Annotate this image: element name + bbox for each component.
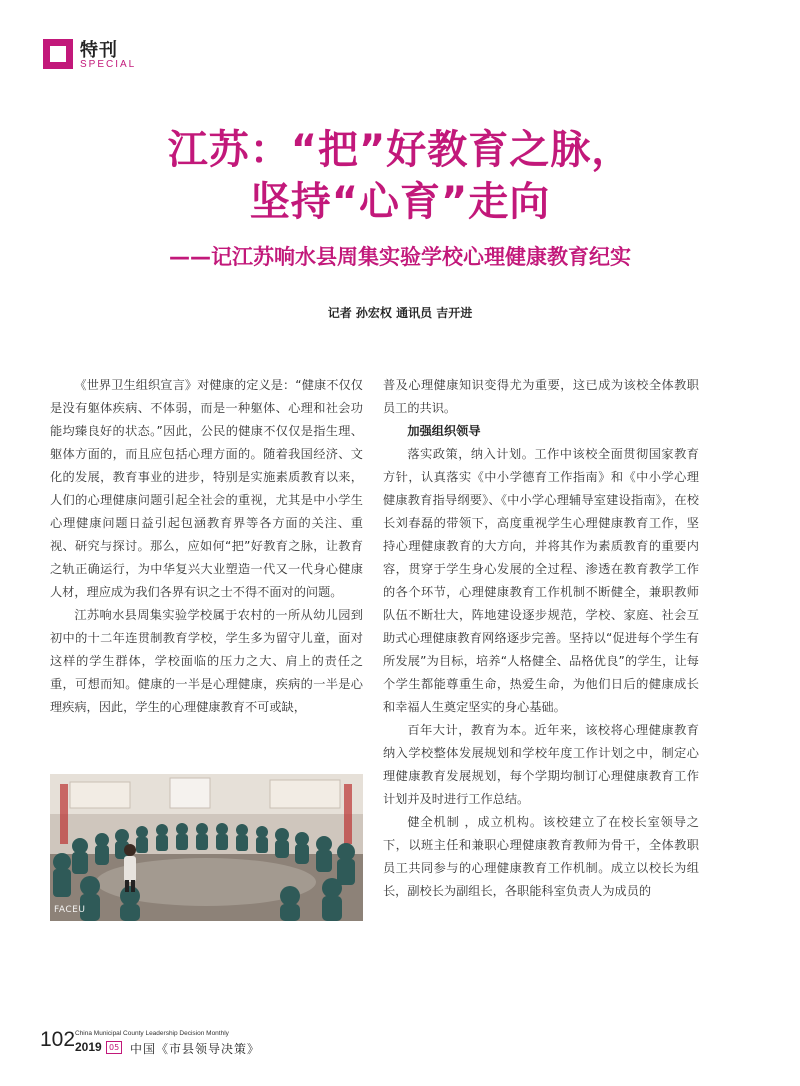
left-column <box>50 374 363 719</box>
classroom-photo <box>50 774 363 921</box>
paragraph: 《世界卫生组织宣言》对健康的定义是：“健康不仅仅是没有躯体疾病、不体弱，而是一种躯体、心理和社会功能均臻良好的状态。”因此，公民的健康不仅仅是指生理、躯体方面的，而且应包括心理方面的。随着我国经济、文化的发展，教育事业的进步，特别是实施素质教育以来，人们的心理健康问题引起全社会的重视，尤其是中小学生心理健康问题日益引起包涵教育界等各方面的关注、重视、研究与探讨。那么，应如何“把”好教育之脉，让教育之轨正确运行，为中华复兴大业塑造一代又一代身心健康人材，理应成为我们各界有识之士不得不面对的问题。 <box>50 378 363 599</box>
issue-number: 05 <box>106 1041 122 1054</box>
page-number: 102 <box>40 1028 76 1051</box>
photo-watermark: FACEU <box>54 905 86 915</box>
section-heading: 加强组织领导 <box>407 424 481 438</box>
article-title-line-2: 坚持“心育”走向 <box>249 179 551 225</box>
paragraph: 百年大计，教育为本。近年来，该校将心理健康教育纳入学校整体发展规划和学校年度工作计划之中，制定心理健康教育发展规划，每个学期均制订心理健康教育工作计划并及时进行工作总结。 <box>383 723 699 806</box>
magazine-name-cn: 中国《市县领导决策》 <box>130 1042 261 1056</box>
paragraph: 落实政策，纳入计划。工作中该校全面贯彻国家教育方针，认真落实《中小学德育工作指南》和《中小学心理健康教育指导纲要》、《中小学心理辅导室建设指南》，在校长刘春磊的带领下，高度重视学生心理健康教育工作，坚持心理健康教育的大方向，并将其作为素质教育的重要内容，贯穿于学生身心发展的全过程、渗透在教育教学工作的各个环节，心理健康教育工作机制不断健全，兼职教师队伍不断壮大，阵地建设逐步规范，学校、家庭、社会互助式心理健康教育网络逐步完善。坚持以“促进每个学生有所发展”为目标，培养“人格健全、品格优良”的学生，让每个学生都能尊重生命，热爱生命，为他们日后的健康成长和幸福人生奠定坚实的身心基础。 <box>383 447 699 714</box>
article-subtitle: ——记江苏响水县周集实验学校心理健康教育纪实 <box>169 245 631 269</box>
magazine-name-en: China Municipal County Leadership Decision Monthly <box>75 1030 229 1037</box>
paragraph: 健全机制 ，成立机构。该校建立了在校长室领导之下，以班主任和兼职心理健康教育教师为骨干，全体教职员工共同参与的心理健康教育工作机制。成立以校长为组长，副校长为副组长，各职能科室负责人为成员的 <box>383 815 699 898</box>
section-title: 特刊 <box>80 40 118 61</box>
right-column <box>383 374 699 903</box>
paragraph: 江苏响水县周集实验学校属于农村的一所从幼儿园到初中的十二年连贯制教育学校，学生多为留守儿童，面对这样的学生群体，学校面临的压力之大、肩上的责任之重，可想而知。健康的一半是心理健康，疾病的一半是心理疾病，因此，学生的心理健康教育不可或缺， <box>50 608 363 714</box>
paragraph: 普及心理健康知识变得尤为重要，这已成为该校全体教职员工的共识。 <box>383 378 699 415</box>
article-title-line-1: 江苏：“把”好教育之脉， <box>167 127 633 173</box>
article-byline: 记者 孙宏权 通讯员 吉开进 <box>327 306 473 320</box>
issue-year: 2019 <box>75 1040 102 1054</box>
section-logo-square <box>43 39 73 69</box>
section-subtitle: SPECIAL <box>80 59 137 70</box>
